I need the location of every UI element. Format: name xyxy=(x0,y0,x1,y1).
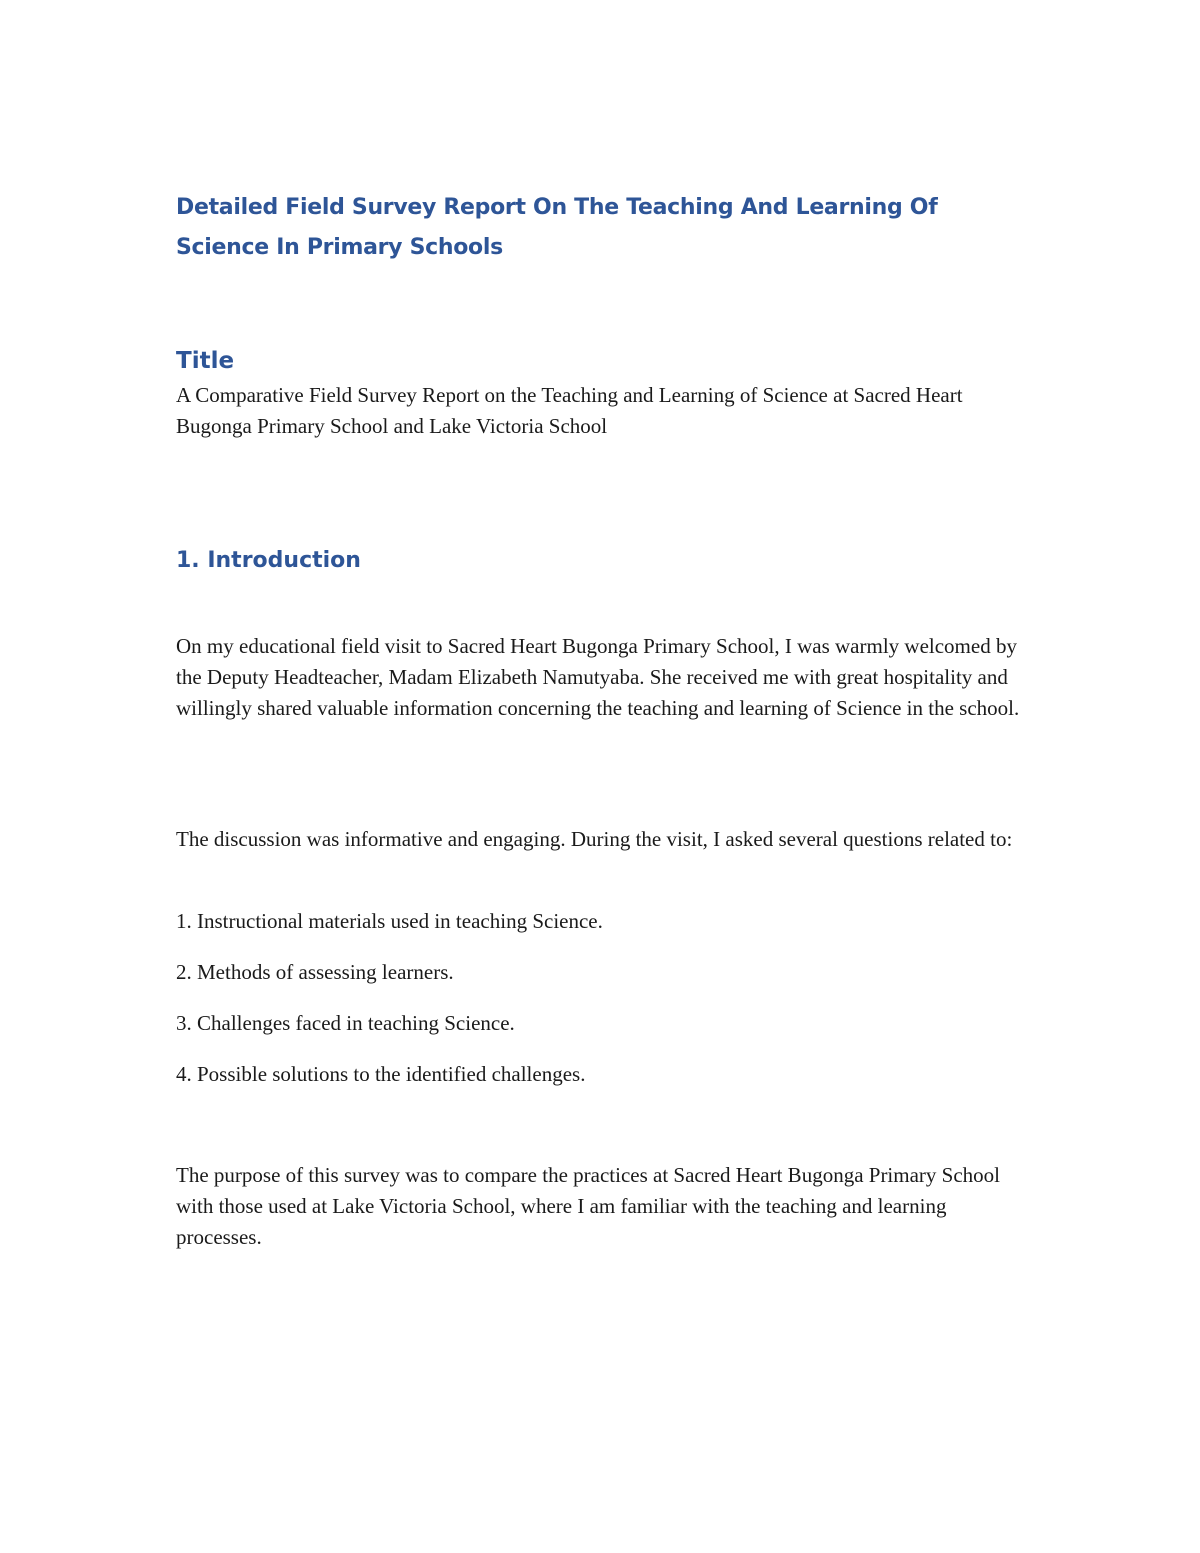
intro-paragraph-2: The discussion was informative and engaging. During the visit, I asked several questions related to: xyxy=(176,827,1013,851)
question-item-4: 4. Possible solutions to the identified challenges. xyxy=(176,1062,586,1086)
document-main-heading: Detailed Field Survey Report On The Teaching And Learning Of Science In Primary Schools xyxy=(176,195,938,260)
question-item-1: 1. Instructional materials used in teaching Science. xyxy=(176,909,603,933)
title-section-label: Title xyxy=(176,348,235,374)
report-title-text: A Comparative Field Survey Report on the Teaching and Learning of Science at Sacred Heart Bugonga Primary School and Lake Victoria School xyxy=(176,383,963,438)
intro-paragraph-3: The purpose of this survey was to compare the practices at Sacred Heart Bugonga Primary School with those used at Lake Victoria School, where I am familiar with the teaching and learning processes. xyxy=(176,1163,1001,1249)
intro-paragraph-1: On my educational field visit to Sacred Heart Bugonga Primary School, I was warmly welcomed by the Deputy Headteacher, Madam Elizabeth Namutyaba. She received me with great hospitality and willingly shared valuable information concerning the teaching and learning of Science in the school. xyxy=(176,634,1020,720)
question-item-2: 2. Methods of assessing learners. xyxy=(176,960,454,984)
introduction-heading: 1. Introduction xyxy=(176,548,361,573)
question-item-3: 3. Challenges faced in teaching Science. xyxy=(176,1011,515,1035)
questions-list xyxy=(176,906,1026,1110)
